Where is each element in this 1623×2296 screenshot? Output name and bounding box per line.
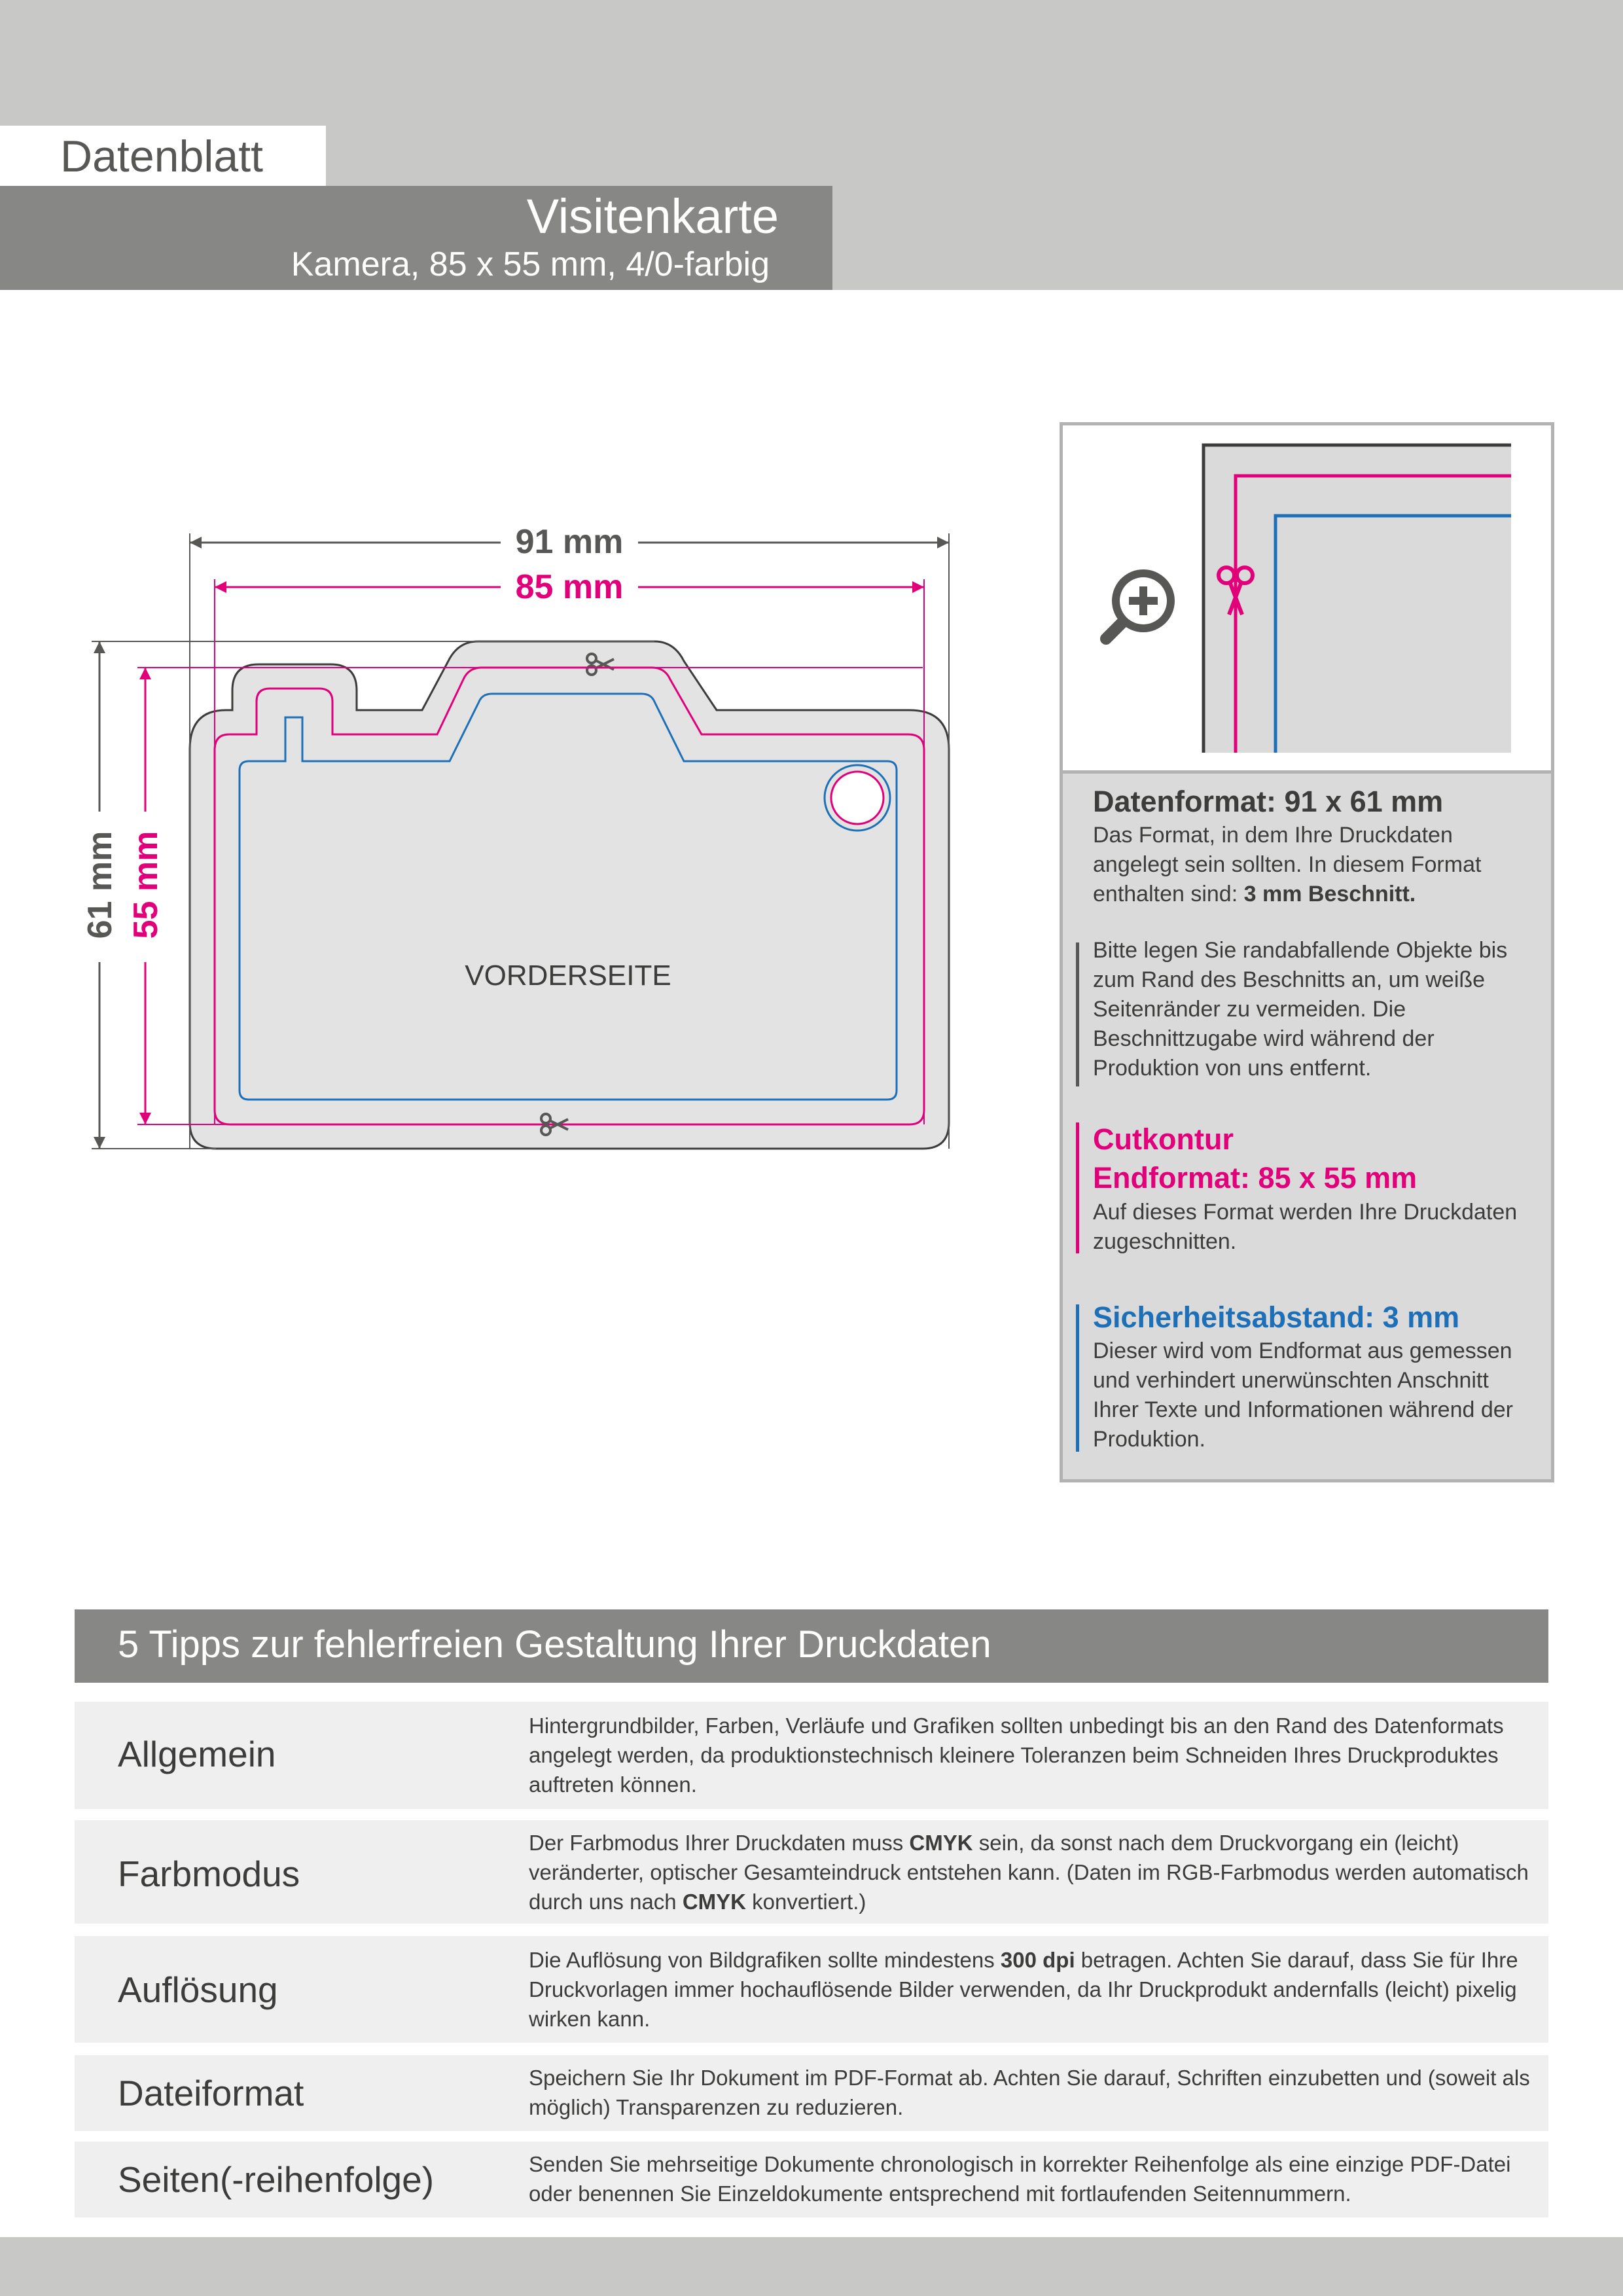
tip-row-dateiformat: [75, 2055, 1548, 2131]
tip-text: Senden Sie mehrseitige Dokumente chronologisch in korrekter Reihenfolge als eine einzige PDF-Datei oder benennen Sie Einzeldokumente entsprechend mit fortlaufenden Seitennummern.: [529, 2152, 1511, 2206]
product-title: Visitenkarte: [526, 189, 779, 243]
tip-text: Die Auflösung von Bildgrafiken sollte mindestens 300 dpi betragen. Achten Sie darauf, dass Sie für Ihre Druckvorlagen immer hochauflösende Bilder verwenden, da Ihr Druckprodukt andernfalls (leicht) pixelig wirken kann.: [529, 1948, 1518, 2031]
tip-label: Dateiformat: [118, 2073, 304, 2113]
tips-header: [75, 1609, 1548, 1683]
safety-text: Dieser wird vom Endformat aus gemessen und verhindert unerwünschten Anschnitt Ihrer Texte und Informationen während der Produktion.: [1093, 1338, 1513, 1452]
tip-label: Auflösung: [118, 1969, 278, 2010]
info-panel: [1060, 422, 1554, 1482]
safety-bar: [1076, 1304, 1079, 1452]
tip-row-farbmodus: [75, 1820, 1548, 1924]
tip-text: Speichern Sie Ihr Dokument im PDF-Format ab. Achten Sie darauf, Schriften einzubetten und (soweit als möglich) Transparenzen zu reduzieren.: [529, 2066, 1530, 2119]
cut-title: Cutkontur: [1093, 1122, 1234, 1156]
zoom-detail-graphic: [1063, 425, 1551, 770]
width-85-label: 85 mm: [515, 568, 624, 606]
datenblatt-label: Datenblatt: [60, 132, 263, 181]
cut-bar: [1076, 1122, 1079, 1253]
datenformat-bold: 3 mm Beschnitt.: [1243, 882, 1416, 906]
height-55-label: 55 mm: [127, 831, 165, 939]
bleed-note-bar: [1076, 942, 1079, 1086]
tip-text: Hintergrundbilder, Farben, Verläufe und Grafiken sollten unbedingt bis an den Rand des Datenformats angelegt werden, da produktionstechnisch kleinere Toleranzen beim Schneiden Ihres Druckproduktes auftreten können.: [529, 1713, 1504, 1797]
height-61-label: 61 mm: [81, 831, 119, 939]
footer-band: [0, 2237, 1623, 2296]
tip-row-allgemein: [75, 1702, 1548, 1809]
datenformat-title: Datenformat: 91 x 61 mm: [1093, 785, 1444, 818]
cut-text: Auf dieses Format werden Ihre Druckdaten zugeschnitten.: [1093, 1200, 1518, 1254]
product-subtitle: Kamera, 85 x 55 mm, 4/0-farbig: [291, 245, 770, 283]
tips-header-title: 5 Tipps zur fehlerfreien Gestaltung Ihrer Druckdaten: [118, 1623, 991, 1666]
tip-label: Farbmodus: [118, 1854, 300, 1894]
datenformat-text: Das Format, in dem Ihre Druckdaten angelegt sein sollten. In diesem Format enthalten sind:: [1093, 823, 1482, 906]
zoom-in-icon: [1106, 569, 1175, 639]
tip-label: Seiten(-reihenfolge): [118, 2159, 435, 2200]
cut-subtitle: Endformat: 85 x 55 mm: [1093, 1161, 1418, 1194]
tip-label: Allgemein: [118, 1734, 276, 1774]
tip-text: Der Farbmodus Ihrer Druckdaten muss CMYK sein, da sonst nach dem Druckvorgang ein (leicht) veränderter, optischer Gesamteindruck entstehen kann. (Daten im RGB-Farbmodus werden automatisch durch uns nach CMYK konvertiert.): [529, 1831, 1529, 1914]
lens-cut-circle: [831, 772, 883, 824]
tip-row-seiten: [75, 2142, 1548, 2217]
face-label: VORDERSEITE: [465, 960, 671, 992]
bleed-outline: [190, 641, 949, 1149]
zoom-bleed-area: [1204, 445, 1511, 753]
datenformat-description: [1093, 821, 1538, 909]
width-91-label: 91 mm: [515, 523, 624, 561]
bleed-note: Bitte legen Sie randabfallende Objekte bis zum Rand des Beschnitts an, um weiße Seitenränder zu vermeiden. Die Beschnittzugabe wird während der Produktion von uns entfernt.: [1093, 938, 1508, 1081]
zoom-detail: [1063, 425, 1551, 774]
safety-title: Sicherheitsabstand: 3 mm: [1093, 1300, 1460, 1334]
tip-row-aufloesung: [75, 1936, 1548, 2043]
